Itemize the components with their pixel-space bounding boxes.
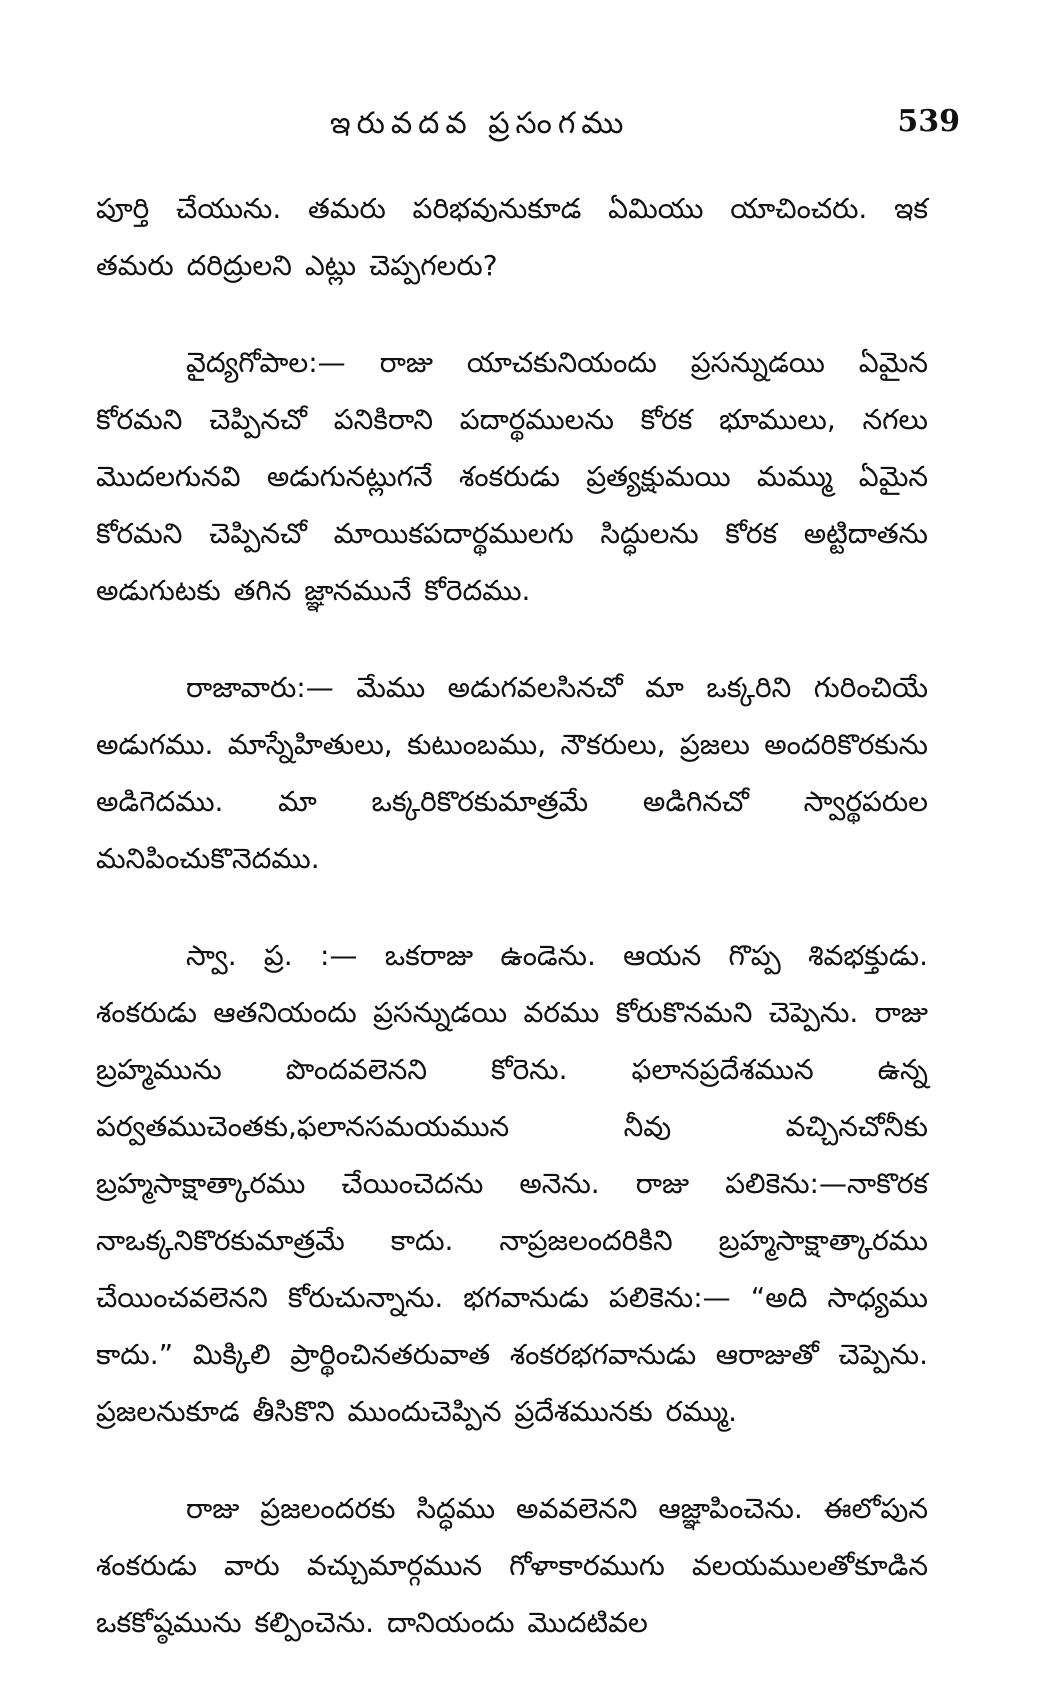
paragraph-4-text: ఒకరాజు ఉండెను. ఆయన గొప్ప శివభక్తుడు. శంకరుడు ఆతనియందు ప్రసన్నుడయి వరము కోరుకొనమని చెప్పెను. రాజు బ్రహ్మమును పొందవలెనని కోరెను. ఫలానప్రదేశమున ఉన్న పర్వతముచెంతకు,ఫలానసమయమున నీవు వచ్చినచోనీకు బ్రహ్మసాక్షాత్కారము చేయించెదను అనెను. రాజు పలికెను:—నాకొరక నాఒక్కనికొరకుమాత్రమే కాదు. నాప్రజలందరికిని బ్రహ్మసాక్షాత్కారము చేయించవలెనని కోరుచున్నాను. భగవానుడు పలికెను:— “అది సాధ్యము కాదు.” మిక్కిలి ప్రార్థించినతరువాత శంకరభగవానుడు ఆరాజుతో చెప్పెను. ప్రజలనుకూడ తీసికొని ముందుచెప్పిన ప్రదేశమునకు రమ్ము.	[96, 939, 928, 1428]
paragraph-2-text: రాజు యాచకునియందు ప్రసన్నుడయి ఏమైన కోరమని చెప్పినచో పనికిరాని పదార్థములను కోరక భూములు, నగలు మొదలగునవి అడుగునట్లుగనే శంకరుడు ప్రత్యక్షుమయి మమ్ము ఏమైన కోరమని చెప్పినచో మాయికపదార్థములగు సిద్ధులను కోరక అట్టిదాతను అడుగుటకు తగిన జ్ఞానమునే కోరెదము.	[96, 346, 928, 607]
paragraph-1-text: పూర్తి చేయును. తమరు పరిభవునుకూడ ఏమియు యాచించరు. ఇక తమరు దరిద్రులని ఎట్లు చెప్పగలరు?	[96, 192, 928, 282]
paragraph-5	[96, 1480, 928, 1651]
paragraph-5-text: రాజు ప్రజలందరకు సిద్ధము అవవలెనని ఆజ్ఞాపించెను. ఈలోపున శంకరుడు వారు వచ్చుమార్గమున గోళాకారముగు వలయములతోకూడిన ఒకకోష్ఠమును కల్పించెను. దానియందు మొదటివల	[96, 1492, 928, 1639]
paragraph-3	[96, 659, 928, 887]
page-body	[96, 180, 928, 1691]
paragraph-4	[96, 927, 928, 1440]
paragraph-2-speaker: వైద్యగోపాల:—	[186, 346, 346, 379]
chapter-running-title: ఇరువదవ ప్రసంగము	[330, 106, 630, 141]
paragraph-3-speaker: రాజావారు:—	[186, 671, 334, 704]
paragraph-1	[96, 180, 928, 294]
paragraph-2	[96, 334, 928, 619]
paragraph-4-speaker: స్వా. ప్ర. :—	[186, 939, 358, 972]
page-header	[80, 100, 960, 148]
page-number: 539	[897, 104, 960, 139]
paragraph-3-text: మేము అడుగవలసినచో మా ఒక్కరిని గురించియే అడుగము. మాస్నేహితులు, కుటుంబము, నౌకరులు, ప్రజలు అందరికొరకును అడిగెదము. మా ఒక్కరికొరకుమాత్రమే అడిగినచో స్వార్థపరుల మనిపించుకొనెదము.	[96, 671, 928, 875]
